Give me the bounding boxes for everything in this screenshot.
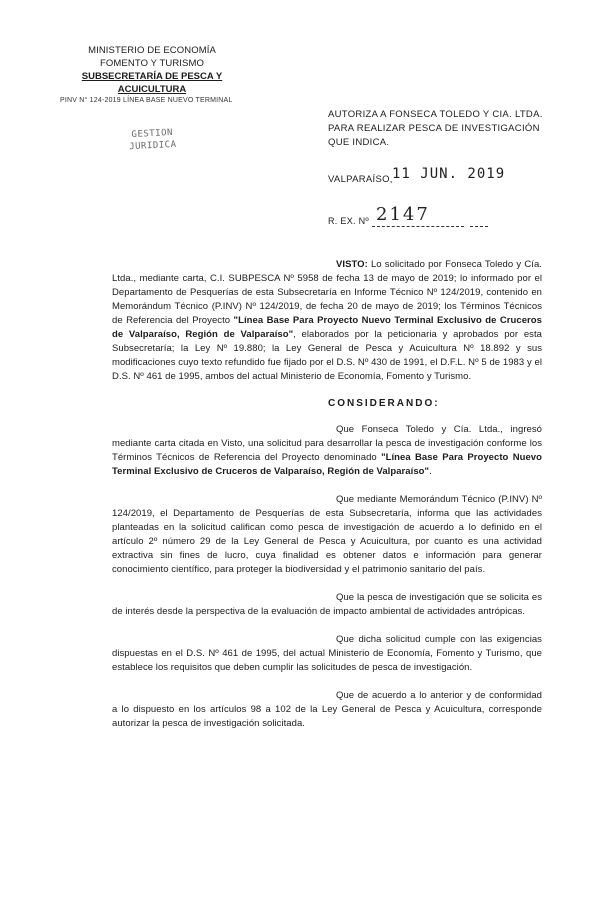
place: VALPARAÍSO, [328, 174, 393, 185]
rex-number-stamp: 2147 [376, 204, 430, 225]
rex-underline-2 [470, 226, 488, 227]
undersecretariat-name: SUBSECRETARÍA DE PESCA Y ACUICULTURA [81, 71, 223, 95]
considerando-1 [112, 423, 542, 479]
visto-label: VISTO: [336, 259, 368, 270]
letterhead [52, 44, 252, 106]
visto-project-name: "Línea Base Para Proyecto Nuevo Terminal Exclusivo de Cruceros de Valparaíso, Región de Valparaíso" [112, 315, 542, 340]
considerando-heading: CONSIDERANDO: [328, 398, 440, 409]
reference-code: PINV N° 124-2019 LÍNEA BASE NUEVO TERMINAL [60, 97, 233, 104]
visto-paragraph [112, 258, 542, 384]
considerando-4: Que dicha solicitud cumple con las exigencias dispuestas en el D.S. Nº 461 de 1995, del actual Ministerio de Economía, Fomento y Turismo, que establece los requisitos que deben cumplir las solicitudes de pesca de investigación. [112, 634, 542, 673]
gestion-juridica-stamp [117, 126, 189, 170]
rex-label: R. EX. Nº [328, 216, 369, 226]
c1-text-a: Que Fonseca Toledo y Cía. Ltda., ingresó mediante carta citada en Visto, una solicitud para desarrollar la pesca de investigación conforme los Términos Técnicos de Referencia del Proyecto denominado [112, 424, 542, 463]
ministry-name: MINISTERIO DE ECONOMÍA [88, 45, 216, 56]
visto-text-b: , elaborados por la peticionaria y aprobados por esta Subsecretaría; la Ley Nº 19.880; la Ley General de Pesca y Acuicultura Nº 18.892 y sus modificaciones cuyo texto refundido fue fijado por el D.S. Nº 430 de 1991, el D.F.L. Nº 5 de 1983 y el D.S. Nº 461 de 1995, ambos del actual Ministerio de Economía, Fomento y Turismo. [112, 329, 542, 382]
document-body [112, 258, 542, 745]
considerando-5: Que de acuerdo a lo anterior y de conformidad a lo dispuesto en los artículos 98 a 102 de la Ley General de Pesca y Acuicultura, corresponde autorizar la pesca de investigación solicitada. [112, 690, 542, 729]
place-and-date [328, 166, 568, 192]
rex-underline [372, 226, 464, 227]
date-stamp: 11 JUN. 2019 [392, 166, 506, 182]
ministry-name-2: FOMENTO Y TURISMO [100, 58, 204, 69]
visto-text-a: Lo solicitado por Fonseca Toledo y Cía. Ltda., mediante carta, C.I. SUBPESCA Nº 5958 de fecha 13 de mayo de 2019; lo informado por el Departamento de Pesquerías de esta Subsecretaría en Informe Técnico Nº 124/2019, contenido en Memorándum Técnico (P.INV) Nº 124/2019, de fecha 20 de mayo de 2019; los Términos Técnicos de Referencia del Proyecto [112, 259, 542, 326]
considerando-2: Que mediante Memorándum Técnico (P.INV) Nº 124/2019, el Departamento de Pesquerías de esta Subsecretaría, informa que las actividades planteadas en la solicitud califican como pesca de investigación de acuerdo a lo definido en el artículo 2º número 29 de la Ley General de Pesca y Acuicultura, por cuanto es una actividad extractiva sin fines de lucro, cuya finalidad es obtener datos e información para generar conocimiento científico, para proteger la biodiversidad y el patrimonio sanitario del país. [112, 494, 542, 575]
c1-text-b: . [429, 466, 432, 477]
stamp-line-1: GESTION [131, 127, 174, 141]
c1-project-name: "Línea Base Para Proyecto Nuevo Terminal Exclusivo de Cruceros de Valparaíso, Región de Valparaíso" [112, 452, 542, 477]
stamp-line-2: JURIDICA [128, 139, 177, 153]
resolution-subject: AUTORIZA A FONSECA TOLEDO Y CIA. LTDA. PARA REALIZAR PESCA DE INVESTIGACIÓN QUE INDICA. [328, 109, 543, 148]
considerando-3: Que la pesca de investigación que se solicita es de interés desde la perspectiva de la evaluación de impacto ambiental de actividades antrópicas. [112, 592, 542, 617]
resolution-number [328, 204, 568, 234]
